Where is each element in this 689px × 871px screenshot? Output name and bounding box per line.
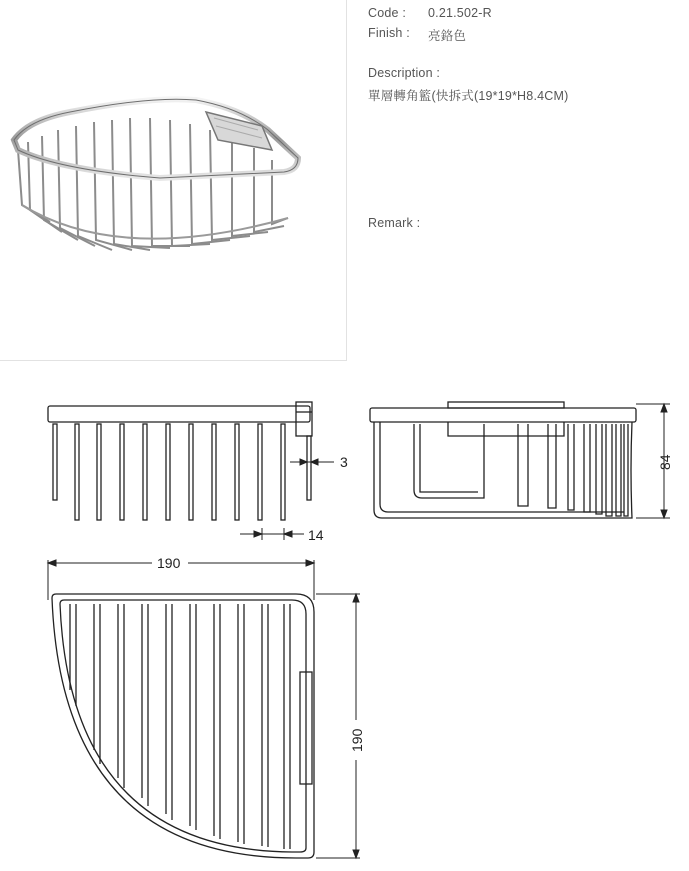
dim-top-depth: 190 — [349, 728, 365, 752]
dim-side-height: 84 — [657, 454, 673, 470]
code-label: Code : — [368, 6, 407, 20]
side-view-drawing — [370, 402, 636, 518]
front-view-drawing — [48, 402, 312, 520]
dim-front-offset: 14 — [308, 527, 324, 543]
finish-value: 亮鉻色 — [428, 29, 467, 43]
description-label: Description : — [368, 66, 441, 80]
dim-front-rod-spacing: 3 — [340, 454, 348, 470]
top-view-drawing — [52, 594, 314, 858]
description-text: 單層轉角籃(快拆式(19*19*H8.4CM) — [368, 89, 569, 103]
dim-top-width: 190 — [157, 555, 181, 571]
code-value: 0.21.502-R — [428, 6, 492, 20]
finish-label: Finish : — [368, 26, 410, 40]
remark-label: Remark : — [368, 216, 421, 230]
